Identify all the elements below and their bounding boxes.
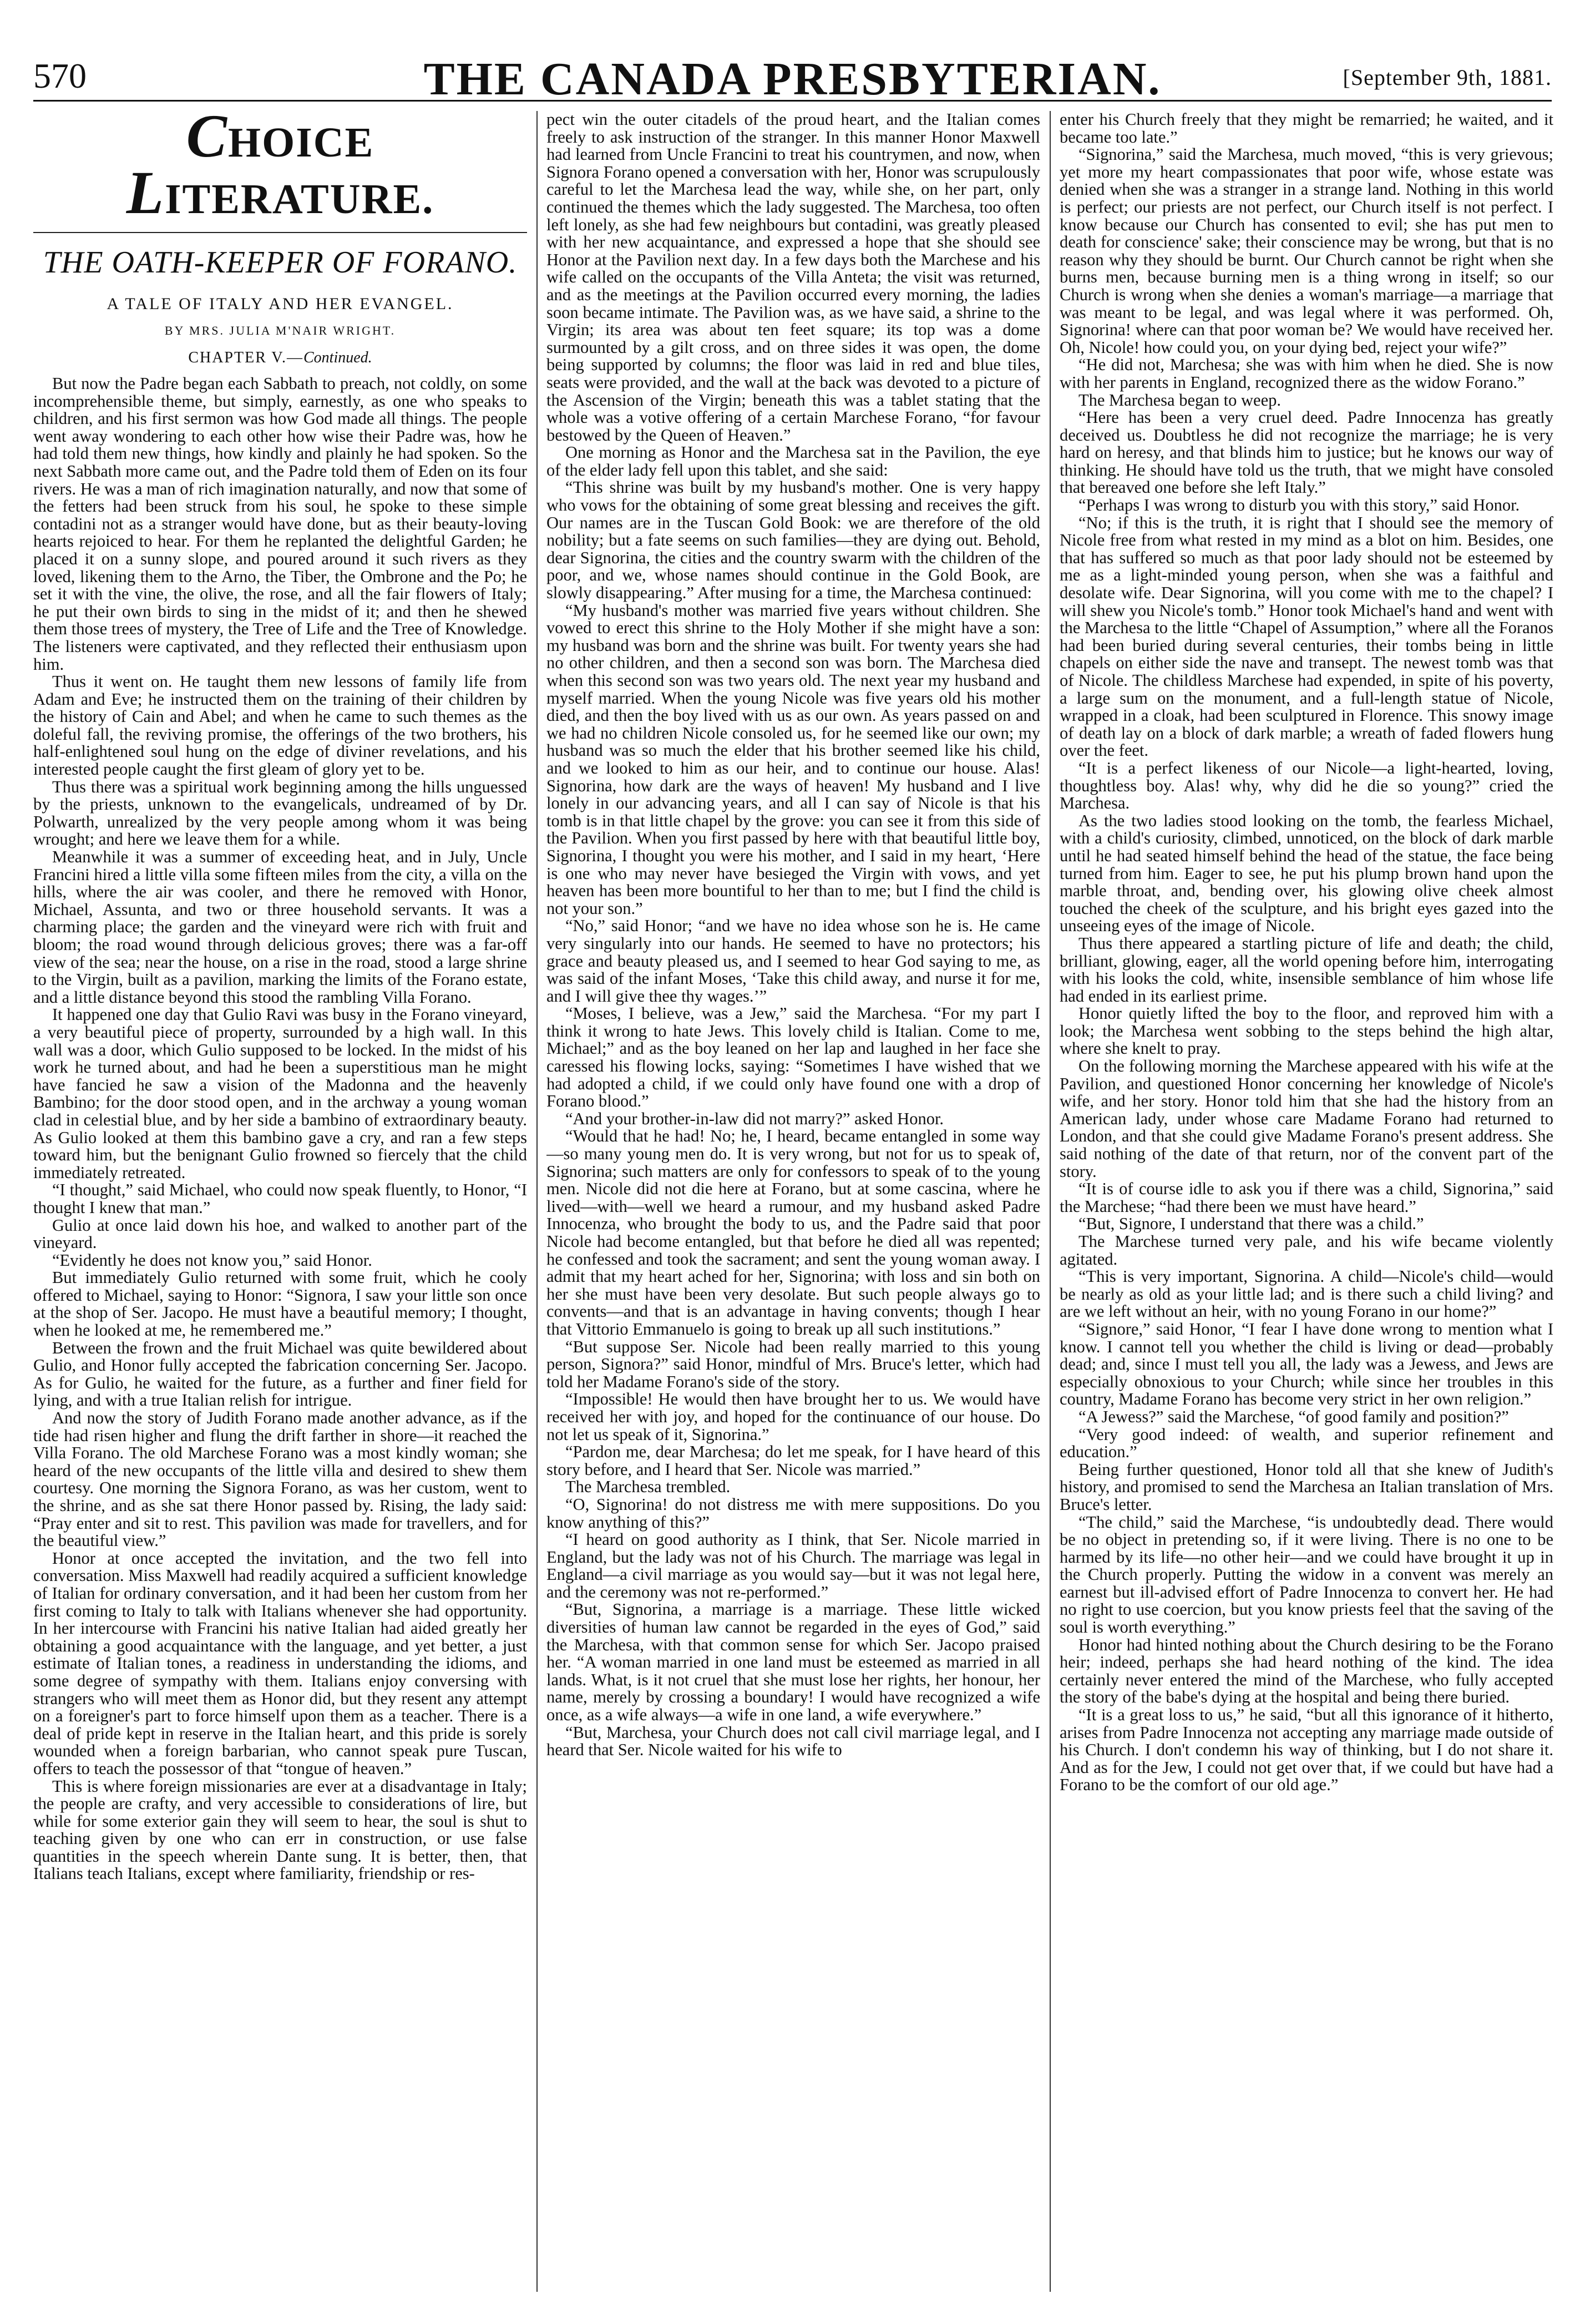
article-body [546, 111, 1040, 1759]
paragraph: Honor quietly lifted the boy to the floor, and reproved him with a look; the Marchesa went sobbing to the steps behind the high altar, where she knelt to pray. [1060, 1004, 1553, 1058]
paragraph: “But, Marchesa, your Church does not call civil marriage legal, and I heard that Ser. Nicole waited for his wife to [546, 1722, 1040, 1760]
paragraph: “Signore,” said Honor, “I fear I have done wrong to mention what I know. I cannot tell you whether the child is living or dead—probably dead; and, since I must tell you all, the lady was a Jewess, and Jews are especially obnoxious to your Church; while since her troubles in this country, Madame Forano has become very strict in her own religion.” [1060, 1319, 1553, 1409]
paragraph: “I thought,” said Michael, who could now speak fluently, to Honor, “I thought I knew that man.” [33, 1180, 527, 1217]
article-body [33, 375, 527, 1883]
paragraph: “This is very important, Signorina. A child—Nicole's child—would be nearly as old as your little lad; and is there such a child living? and are we left without an heir, with no young Forano in our home?” [1060, 1267, 1553, 1321]
paragraph: “But, Signore, I understand that there was a child.” [1078, 1214, 1424, 1234]
paragraph: Gulio at once laid down his hoe, and walked to another part of the vineyard. [33, 1215, 527, 1252]
paragraph: Honor had hinted nothing about the Church desiring to be the Forano heir; indeed, perhaps she had heard nothing of the kind. The idea certainly never entered the mind of the Marchese, who fully accepted the story of the babe's dying at the hospital and being there buried. [1060, 1635, 1553, 1707]
paper-title: THE CANADA PRESBYTERIAN. [423, 53, 1162, 105]
paragraph: enter his Church freely that they might be remarried; he waited, and it became too late.” [1060, 111, 1553, 146]
paragraph: “Very good indeed: of wealth, and superior refinement and education.” [1060, 1424, 1553, 1462]
paragraph: pect win the outer citadels of the proud heart, and the Italian comes freely to ask instruction of the stranger. In this manner Honor Maxwell had learned from Uncle Francini to treat his countrymen, and now, when Signora Forano opened a conversation with her, Honor was scrupulously careful to let the Marchesa lead the way, while she, on her part, only continued the themes which the lady suggested. The Marchesa, too often left lonely, as she had few neighbours but contadini, was greatly pleased with her new acquaintance, and expressed a hope that she should see Honor at the Pavilion next day. In a few days both the Marchese and his wife called on the occupants of the Villa Anteta; the visit was returned, and as the meetings at the Pavilion occurred every morning, the ladies soon became intimate. The Pavilion was, as we have said, a shrine to the Virgin; its area was about ten feet square; its top was a dome surmounted by a gilt cross, and on three sides it was open, the dome being supported by columns; the floor was laid in red and blue tiles, seats were provided, and the wall at the back was devoted to a picture of the Ascension of the Virgin; beneath this was a tablet stating that the whole was a votive offering of a certain Marchese Forano, “for favour bestowed by the Queen of Heaven.” [546, 111, 1040, 444]
paragraph: “Perhaps I was wrong to disturb you with this story,” said Honor. [1078, 496, 1520, 515]
chapter-heading [33, 348, 527, 367]
paragraph: “My husband's mother was married five years without children. She vowed to erect this shrine to the Holy Mother if she might have a son: my husband was born and the shrine was built. For twenty years she had no other children, and then a second son was born. The Marchesa died when this second son was two years old. The next year my husband and myself married. When the young Nicole was five years old his mother died, and then the boy lived with us as our own. As years passed on and we had no children Nicole consoled us, for he seemed like our own; my husband was so much the elder that his brother seemed like his child, and we looked to him as our heir, and to continue our house. Alas! Signorina, how dark are the ways of heaven! My husband and I live lonely in our advancing years, and all I can say of Nicole is that his tomb is in that little chapel by the grove: you can see it from this side of the Pavilion. When you first passed by here with that beautiful little boy, Signorina, I thought you were his mother, and I said in my heart, ‘Here is one who may never have besieged the Virgin with vows, and yet heaven has been more bountiful to her than to me; but I find the child is not your son.” [546, 600, 1040, 918]
heading-initial: C [186, 111, 228, 170]
paragraph: Being further questioned, Honor told all that she knew of Judith's history, and promised to send the Marchesa an Italian translation of Mrs. Bruce's letter. [1060, 1459, 1553, 1514]
paragraph: “But, Signorina, a marriage is a marriage. These little wicked diversities of human law cannot be regarded in the eyes of God,” said the Marchesa, with that common sense for which Ser. Jacopo praised her. “A woman married in one land must be esteemed as married in all lands. What, is it not cruel that she must lose her rights, her honour, her name, merely by crossing a boundary! I would have recognized a wife once, as a wife always—a wife in one land, a wife everywhere.” [546, 1600, 1040, 1725]
column-3 [1060, 111, 1553, 2297]
paragraph: “He did not, Marchesa; she was with him when he died. She is now with her parents in England, recognized there as the widow Forano.” [1060, 355, 1553, 392]
issue-date: [September 9th, 1881. [1343, 65, 1552, 90]
paragraph: “Moses, I believe, was a Jew,” said the Marchesa. “For my part I think it wrong to hate Jews. This lovely child is Italian. Come to me, Michael;” and as the boy leaned on her lap and laughed in her face she caressed his flowing locks, saying: “Sometimes I have wished that we had adopted a child, if we could only have found one with a drop of Forano blood.” [546, 1004, 1040, 1111]
chapter-note: Continued. [303, 349, 372, 366]
paragraph: “Pardon me, dear Marchesa; do let me speak, for I have heard of this story before, and I heard that Ser. Nicole was married.” [546, 1442, 1040, 1479]
paragraph: “I heard on good authority as I think, that Ser. Nicole married in England, but the lady was not of his Church. The marriage was legal in England—a civil marriage as you would say—but it was not legal here, and the ceremony was not re-performed.” [546, 1530, 1040, 1601]
paragraph: It happened one day that Gulio Ravi was busy in the Forano vineyard, a very beautiful piece of property, surrounded by a high wall. In this wall was a door, which Gulio supposed to be locked. In the midst of his work he turned about, and had he been a superstitious man he might have fancied he saw a vision of the Madonna and the heavenly Bambino; for the door stood open, and in the archway a young woman clad in celestial blue, and by her side a bambino of extraordinary beauty. As Gulio looked at them this bambino gave a cry, and ran a few steps toward him, but the benignant Gulio frowned so fiercely that the child immediately retreated. [33, 1005, 527, 1182]
heading-initial: L [126, 159, 165, 226]
paragraph: Between the frown and the fruit Michael was quite bewildered about Gulio, and Honor fully accepted the fabrication concerning Ser. Jacopo. As for Gulio, he waited for the future, as a further and finer field for lying, and with a true Italian relish for intrigue. [33, 1338, 527, 1410]
column-2 [546, 111, 1040, 2297]
paragraph: As the two ladies stood looking on the tomb, the fearless Michael, with a child's curiosity, climbed, unnoticed, on the block of dark marble until he had seated himself behind the head of the statue, the face being turned from him. Eager to see, he put his plump brown hand upon the marble throat, and, bending over, his glowing olive cheek almost touched the cheek of the sculpture, and his bright eyes gazed into the unseeing eyes of the image of Nicole. [1060, 811, 1553, 936]
paragraph: “Signorina,” said the Marchesa, much moved, “this is very grievous; yet more my heart compassionates that poor wife, whose estate was denied when she was a stranger in a strange land. Nothing in this world is perfect; our priests are not perfect, our Church itself is not perfect. I know because our Church has consented to evil; she has put men to death for conscience' sake; their conscience may be wrong, but that is no reason why they should be burnt. Our Church cannot be right when she burns men, because burning men is a thing wrong in itself; so our Church is wrong when she denies a woman's marriage—a marriage that was meant to be legal, and was legal where it was performed. Oh, Signorina! where can that poor woman be? We would have received her. Oh, Nicole! how could you, on your dying bed, reject your wife?” [1060, 145, 1553, 357]
paragraph: “No,” said Honor; “and we have no idea whose son he is. He came very singularly into our hands. He seemed to have no protectors; his grace and beauty pleased us, and I seemed to hear God saying to me, as was said of the infant Moses, ‘Take this child away, and nurse it for me, and I will give thee thy wages.’” [546, 916, 1040, 1006]
paragraph: And now the story of Judith Forano made another advance, as if the tide had risen higher and flung the drift farther in shore—it reached the Villa Forano. The old Marchese Forano was a most kindly woman; she heard of the new occupants of the little villa and desired to shew them courtesy. One morning the Signora Forano, as was her custom, went to the shrine, and as she sat there Honor passed by. Rising, the lady said: “Pray enter and sit to rest. This pavilion was made for travellers, and for the beautiful view.” [33, 1408, 527, 1550]
paragraph: The Marchesa trembled. [565, 1477, 731, 1497]
paragraph: “It is a perfect likeness of our Nicole—a light-hearted, loving, thoughtless boy. Alas! why, why did he die so young?” cried the Marchesa. [1060, 758, 1553, 813]
paragraph: “But suppose Ser. Nicole had been really married to this young person, Signora?” said Honor, mindful of Mrs. Bruce's letter, which had told her Madame Forano's side of the story. [546, 1337, 1040, 1391]
paragraph: This is where foreign missionaries are ever at a disadvantage in Italy; the people are crafty, and very accessible to considerations of lire, but while for some exterior gain they will seem to hear, the soul is shut to teaching given by one who can err in construction, or use false quantities in the speech wherein Dante sung. It is better, then, that Italians teach Italians, except where familiarity, friendship or res- [33, 1776, 527, 1883]
paragraph: “No; if this is the truth, it is right that I should see the memory of Nicole free from what rested in my mind as a blot on him. Besides, one that has suffered so much as that poor lady should not be esteemed by me as a light-minded young person, when she was a faithful and desolate wife. Dear Signorina, will you come with me to the chapel? I will shew you Nicole's tomb.” Honor took Michael's hand and went with the Marchesa to the little “Chapel of Assumption,” where all the Foranos had been buried during several centuries, their tombs being in little chapels on either side the nave and transept. The newest tomb was that of Nicole. The childless Marchese had expended, in spite of his poverty, a large sum on the monument, and a full-length statue of Nicole, wrapped in a cloak, had been sculptured in Florence. This snowy image of death lay on a block of dark marble; a wreath of faded flowers hung over the feet. [1060, 513, 1553, 760]
story-author: BY MRS. JULIA M'NAIR WRIGHT. [164, 324, 396, 337]
paragraph: Thus it went on. He taught them new lessons of family life from Adam and Eve; he instructed them on the training of their children by the history of Cain and Abel; and when he came to such themes as the doleful fall, the reviving promise, the offerings of the two brothers, his half-enlightened soul hung on the edge of diviner revelations, and his interested people caught the first gleam of glory yet to be. [33, 672, 527, 779]
paragraph: The Marchese turned very pale, and his wife became violently agitated. [1060, 1232, 1553, 1269]
paragraph: One morning as Honor and the Marchesa sat in the Pavilion, the eye of the elder lady fell upon this tablet, and she said: [546, 443, 1040, 479]
paragraph: “Would that he had! No; he, I heard, became entangled in some way—so many young men do. It is very wrong, but not for us to speak of, Signorina; such matters are only for confessors to speak of to the young men. Nicole did not die here at Forano, but at some cascina, where he lived—with—well we heard a rumour, and my husband asked Padre Innocenza, who brought the body to us, and the Padre said that poor Nicole had become entangled, but that before he died all was repented; he confessed and took the sacrament; and sent the young woman away. I admit that my heart ached for her, Signorina; with loss and sin both on her she must have been very desolate. But such people always go to convents—and that is an advantage in having convents; though I hear that Vittorio Emmanuelo is going to break up all such institutions.” [546, 1126, 1040, 1338]
paragraph: “It is a great loss to us,” he said, “but all this ignorance of it hitherto, arises from Padre Innocenza not accepting any marriage made outside of his Church. I don't condemn his way of thinking, but I do not share it. And as for the Jew, I could not get over that, if we could but have had a Forano to be the comfort of our old age.” [1060, 1705, 1553, 1795]
column-rule [536, 111, 538, 2292]
paragraph: But now the Padre began each Sabbath to preach, not coldly, on some incomprehensible theme, but simply, earnestly, as one who speaks to children, and his first sermon was how God made all things. The people went away wondering to each other how wise their Padre was, how he had told them new things, how kindly and plainly he had spoken. So the next Sabbath more came out, and the Padre told them of Eden on its four rivers. He was a man of rich imagination naturally, and now that some of the fetters had been struck from his soul, he spoke to these simple contadini not as a stranger would have done, but as their beauty-loving hearts rejoiced to hear. For them he replanted the delightful Garden; he placed it on a sunny slope, and poured around it such rivers as they loved, likening them to the Arno, the Tiber, the Ombrone and the Po; he set it with the vine, the olive, the rose, and all the fair flowers of Italy; he put their own birds to sing in the midst of it; and then he shewed them those trees of mystery, the Tree of Life and the Tree of Knowledge. The listeners were captivated, and they reflected their enthusiasm upon him. [33, 374, 527, 674]
masthead [33, 33, 1552, 105]
paragraph: “It is of course idle to ask you if there was a child, Signorina,” said the Marchese; “had there been we must have heard.” [1060, 1179, 1553, 1216]
section-heading [33, 111, 527, 224]
story-subtitle: A TALE OF ITALY AND HER EVANGEL. [107, 295, 454, 313]
paragraph: “This shrine was built by my husband's mother. One is very happy who vows for the obtaining of some great blessing and receives the gift. Our names are in the Tuscan Gold Book: we are therefore of the old nobility; but a fate seems on such families—they are dying out. Behold, dear Signorina, the cities and the country swarm with the children of the poor, and we, whose names should continue in the Gold Book, are slowly disappearing.” After musing for a time, the Marchesa continued: [546, 478, 1040, 603]
column-1 [33, 111, 527, 2297]
paragraph: “O, Signorina! do not distress me with mere suppositions. Do you know anything of this?” [546, 1494, 1040, 1532]
paragraph: The Marchesa began to weep. [1078, 390, 1281, 410]
article-body [1060, 111, 1553, 1794]
paragraph: On the following morning the Marchese appeared with his wife at the Pavilion, and questioned Honor concerning her knowledge of Nicole's wife, and her story. Honor told him that she had the history from an American lady, under whose care Madame Forano had returned to London, and that she could give Madame Forano's present address. She said nothing of the date of that return, nor of the convent part of the story. [1060, 1057, 1553, 1181]
paragraph: Thus there appeared a startling picture of life and death; the child, brilliant, glowing, eager, all the world opening before him, interrogating with his looks the cold, white, insensible semblance of him whose life had ended in its earliest prime. [1060, 933, 1553, 1006]
paragraph: “Here has been a very cruel deed. Padre Innocenza has greatly deceived us. Doubtless he did not recognize the marriage; he is very hard on heresy, and that blinds him to justice; but he knows our way of thinking. He should have told us the truth, that we might have consoled that bereaved one before she left Italy.” [1060, 408, 1553, 497]
paragraph: Meanwhile it was a summer of exceeding heat, and in July, Uncle Francini hired a little villa some fifteen miles from the city, a villa on the hills, where the air was cooler, and there he removed with Honor, Michael, Assunta, and two or three household servants. It was a charming place; the garden and the vineyard were rich with fruit and bloom; the road wound through delicious groves; there was a far-off view of the sea; near the house, on a rise in the road, stood a large shrine to the Virgin, built as a pavilion, marking the limits of the Forano estate, and a little distance beyond this stood the rambling Villa Forano. [33, 847, 527, 1007]
paragraph: Thus there was a spiritual work beginning among the hills unguessed by the priests, unknown to the evangelicals, undreamed of by Dr. Polwarth, unrealized by the very people among whom it was being wrought; and here we leave them for a while. [33, 777, 527, 849]
chapter-label: CHAPTER V.— [188, 349, 303, 366]
page-number: 570 [33, 56, 87, 95]
paragraph: “A Jewess?” said the Marchese, “of good family and position?” [1078, 1407, 1509, 1426]
paragraph: But immediately Gulio returned with some fruit, which he cooly offered to Michael, saying to Honor: “Signora, I saw your little son once at the shop of Ser. Jacopo. He must have a beautiful memory; I thought, when he looked at me, he remembered me.” [33, 1268, 527, 1340]
column-rule [1050, 111, 1051, 2292]
paragraph: “The child,” said the Marchese, “is undoubtedly dead. There would be no object in pretending so, if it were living. There is no one to be harmed by its life—no other heir—and we could have brought it up in the Church properly. Putting the widow in a convent was merely an earnest but ill-advised effort of Padre Innocenza to convert her. He had no right to use coercion, but you know priests feel that the saving of the soul is worth everything.” [1060, 1512, 1553, 1637]
paragraph: “Impossible! He would then have brought her to us. We would have received her with joy, and hoped for the continuance of our house. Do not let us speak of it, Signorina.” [546, 1390, 1040, 1444]
story-title: THE OATH-KEEPER OF FORANO. [33, 232, 527, 281]
paragraph: “Evidently he does not know you,” said Honor. [52, 1250, 372, 1270]
paragraph: Honor at once accepted the invitation, and the two fell into conversation. Miss Maxwell had readily acquired a sufficient knowledge of Italian for ordinary conversation, and it had been her custom from her first coming to Italy to talk with Italians whenever she had opportunity. In her intercourse with Francini his native Italian had aided greatly her obtaining a good acquaintance with the language, and yet better, a just estimate of Italian tones, a readiness in understanding the idioms, and some degree of sympathy with them. Italians enjoy conversing with strangers who will meet them as Honor did, but they resent any attempt on a foreigner's part to force himself upon them as a teacher. There is a deal of pride kept in reserve in the Italian heart, and this pride is sorely wounded when a foreign barbarian, who cannot speak pure Tuscan, offers to teach the possessor of that “tongue of heaven.” [33, 1548, 527, 1778]
heading-text: ITERATURE. [164, 176, 434, 223]
paragraph: “And your brother-in-law did not marry?” asked Honor. [565, 1109, 944, 1128]
heading-text: HOICE [227, 119, 374, 166]
